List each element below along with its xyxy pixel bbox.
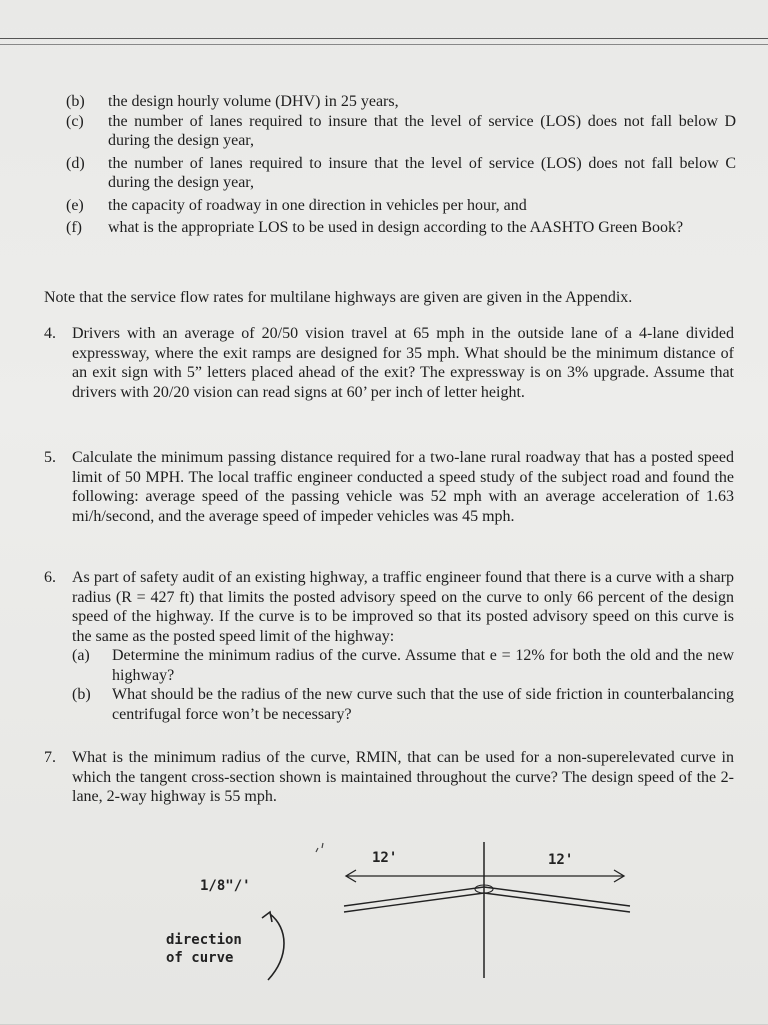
question-text: What is the minimum radius of the curve, RMIN, that can be used for a non-superelevated curve in which the tangent cross-section shown is maintained throughout the curve? The design speed of the 2-lane, 2-way highway is 55 mph.	[72, 749, 734, 805]
subpart-e	[66, 196, 736, 215]
question-text: Drivers with an average of 20/50 vision travel at 65 mph in the outside lane of a 4-lane divided expressway, where the exit ramps are designed for 35 mph. What should be the minimum distance of an exit sign with 5” letters placed ahead of the exit? The expressway is on 3% upgrade. Assume that drivers with 20/20 vision can read signs at 60’ per inch of letter height.	[72, 325, 734, 401]
cross-section-diagram	[0, 820, 768, 1020]
subpart-label: (b)	[66, 93, 85, 110]
subpart-label: (d)	[66, 155, 85, 172]
lane-width-right: 12'	[548, 852, 574, 868]
header-rule	[0, 38, 768, 39]
question-7	[44, 748, 734, 807]
pavement-top	[344, 887, 630, 906]
subpart-text: the number of lanes required to insure that the level of service (LOS) does not fall below C during the design year,	[108, 155, 736, 191]
question-number: 4.	[44, 325, 56, 342]
question-text: As part of safety audit of an existing highway, a traffic engineer found that there is a curve with a sharp radius (R = 427 ft) that limits the posted advisory speed on the curve to only 66 percent of the design speed of the highway. If the curve is to be improved so that its posted advisory speed on this curve is the same as the posted speed limit of the highway:	[72, 569, 734, 645]
subpart-text: the capacity of roadway in one direction in vehicles per hour, and	[108, 197, 527, 214]
question-number: 7.	[44, 749, 56, 766]
question-number: 6.	[44, 569, 56, 586]
pencil-mark	[316, 843, 323, 852]
header-rule-secondary	[0, 44, 768, 45]
subpart-label: (c)	[66, 113, 84, 130]
direction-label-line1: direction	[166, 932, 242, 948]
cross-slope-label: 1/8"/'	[200, 878, 251, 894]
direction-arrow-icon	[262, 912, 272, 922]
subpart-c	[66, 112, 736, 150]
direction-curve	[268, 914, 284, 980]
subpart-text: what is the appropriate LOS to be used in design according to the AASHTO Green Book?	[108, 219, 684, 236]
subpart-label: (f)	[66, 219, 82, 236]
subpart-text: Determine the minimum radius of the curve. Assume that e = 12% for both the old and the new highway?	[112, 647, 734, 684]
subpart-f	[66, 218, 736, 237]
question-5	[44, 448, 734, 526]
question-number: 5.	[44, 449, 56, 466]
subpart-text: the number of lanes required to insure that the level of service (LOS) does not fall below D during the design year,	[108, 113, 736, 149]
subpart-d	[66, 154, 736, 192]
subpart-b	[66, 92, 736, 111]
appendix-note: Note that the service flow rates for multilane highways are given are given in the Appendix.	[44, 289, 633, 306]
question-4	[44, 324, 734, 402]
question-text: Calculate the minimum passing distance required for a two-lane rural roadway that has a posted speed limit of 50 MPH. The local traffic engineer conducted a speed study of the subject road and found the following: average speed of the passing vehicle was 52 mph with an average acceleration of 1.63 mi/h/second, and the average speed of impeder vehicles was 45 mph.	[72, 449, 734, 525]
pavement-bottom	[344, 893, 630, 912]
cross-section-drawing	[0, 820, 768, 1020]
lane-width-left: 12'	[372, 850, 398, 866]
question-6	[44, 568, 734, 724]
question-6-part-b	[72, 685, 734, 724]
subpart-text: What should be the radius of the new curve such that the use of side friction in counterbalancing centrifugal force won’t be necessary?	[112, 686, 734, 723]
question-6-part-a	[72, 646, 734, 685]
subpart-text: the design hourly volume (DHV) in 25 years,	[108, 93, 399, 110]
subpart-label: (b)	[72, 686, 91, 703]
subpart-label: (e)	[66, 197, 84, 214]
direction-label-line2: of curve	[166, 950, 234, 966]
subpart-label: (a)	[72, 647, 90, 664]
